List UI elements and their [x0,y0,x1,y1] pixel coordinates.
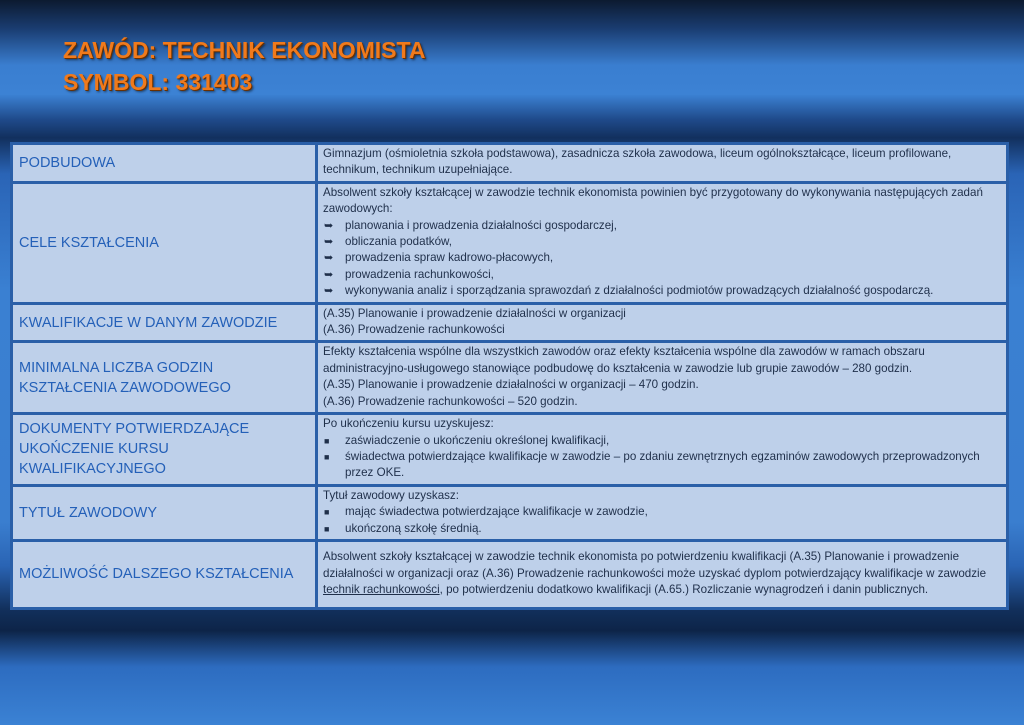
table-row [12,144,1008,183]
row-content-dalsze [317,540,1008,608]
table-row [12,342,1008,414]
row-content-kwalifikacje [317,303,1008,342]
dalsze-text: , po potwierdzeniu dodatkowo kwalifikacji (A.65.) Rozliczanie wynagrodzeń i danin publicznych. [439,583,929,597]
row-content-tytul [317,485,1008,540]
list-item: ➥ prowadzenia rachunkowości, [323,267,1001,283]
info-table [10,142,1009,610]
row-content-godziny [317,342,1008,414]
title-line-profession: ZAWÓD: TECHNIK EKONOMISTA [63,37,426,63]
list-item: ➥ wykonywania analiz i sporządzania sprawozdań z działalności podmiotów prowadzących działalność gospodarczą. [323,283,1001,299]
label-line: MINIMALNA LICZBA GODZIN [19,359,214,376]
row-label-kwalifikacje: KWALIFIKACJE W DANYM ZAWODZIE [12,303,317,342]
list-item: ➥ obliczania podatków, [323,234,1001,250]
arrow-bullet-icon: ➥ [324,268,334,281]
page-title [63,34,425,98]
kwalifikacja-line: (A.36) Prowadzenie rachunkowości [323,323,505,337]
dokumenty-list [323,433,1001,482]
list-item: ■ świadectwa potwierdzające kwalifikacje w zawodzie – po zdaniu zewnętrznych egzaminów zawodowych przeprowadzonych przez OKE. [324,449,980,480]
list-item: ■ zaświadczenie o ukończeniu określonej kwalifikacji, [323,433,1001,449]
arrow-bullet-icon: ➥ [324,236,334,249]
arrow-bullet-icon: ➥ [324,252,334,265]
table-row [12,485,1008,540]
row-label-podbudowa: PODBUDOWA [12,144,317,183]
table-row [12,182,1008,303]
list-item: ■ ukończoną szkołę średnią. [323,521,1001,537]
table-row [12,303,1008,342]
tytul-list [323,504,1001,537]
dokumenty-intro: Po ukończeniu kursu uzyskujesz: [323,417,494,431]
godziny-line: (A.36) Prowadzenie rachunkowości – 520 godzin. [323,394,578,408]
row-label-dokumenty [12,414,317,486]
row-label-cele: CELE KSZTAŁCENIA [12,182,317,303]
row-content-dokumenty [317,414,1008,486]
godziny-line: (A.35) Planowanie i prowadzenie działalności w organizacji – 470 godzin. [323,378,699,392]
arrow-bullet-icon: ➥ [324,285,334,298]
title-line-symbol: SYMBOL: 331403 [63,69,253,95]
kwalifikacja-line: (A.35) Planowanie i prowadzenie działalności w organizacji [323,306,626,320]
cele-list [323,218,1001,300]
godziny-line: Efekty kształcenia wspólne dla wszystkich zawodów oraz efekty kształcenia wspólne dla zawodów w ramach obszaru administracyjno-usługowego stanowiące podbudowę do kształcenia w zawodzie lub grupie zawodów – 280 godzin. [323,345,925,375]
label-line: KSZTAŁCENIA ZAWODOWEGO [19,379,231,396]
list-item: ➥ prowadzenia spraw kadrowo-płacowych, [323,250,1001,266]
cele-intro: Absolwent szkoły kształcącej w zawodzie technik ekonomista powinien być przygotowany do wykonywania następujących zadań zawodowych: [323,185,983,216]
row-label-dalsze: MOŻLIWOŚĆ DALSZEGO KSZTAŁCENIA [12,540,317,608]
arrow-bullet-icon: ➥ [324,219,334,232]
label-line: UKOŃCZENIE KURSU KWALIFIKACYJNEGO [19,441,169,478]
square-bullet-icon: ■ [324,507,330,518]
table-row [12,540,1008,608]
row-content-cele [317,182,1008,303]
dalsze-text: Absolwent szkoły kształcącej w zawodzie technik ekonomista po potwierdzeniu kwalifikacji (A.35) Planowanie i prowadzenie działalności w organizacji oraz (A.36) Prowadzenie rachunkowości może uzyskać dyplom potwierdzający kwalifikacje w zawodzie [323,550,987,580]
table-row [12,414,1008,486]
square-bullet-icon: ■ [324,435,330,446]
label-line: DOKUMENTY POTWIERDZAJĄCE [19,421,250,438]
row-label-godziny [12,342,317,414]
list-item: ■ mając świadectwa potwierdzające kwalifikacje w zawodzie, [323,504,1001,520]
square-bullet-icon: ■ [324,451,330,462]
row-label-tytul: TYTUŁ ZAWODOWY [12,485,317,540]
list-item: ➥ planowania i prowadzenia działalności gospodarczej, [323,218,1001,234]
square-bullet-icon: ■ [324,523,330,534]
tytul-intro: Tytuł zawodowy uzyskasz: [323,488,459,502]
row-content-podbudowa: Gimnazjum (ośmioletnia szkoła podstawowa), zasadnicza szkoła zawodowa, liceum ogólnokształcące, liceum profilowane, technikum, technikum uzupełniające. [317,144,1008,183]
dalsze-underlined-text: technik rachunkowości [323,583,440,597]
